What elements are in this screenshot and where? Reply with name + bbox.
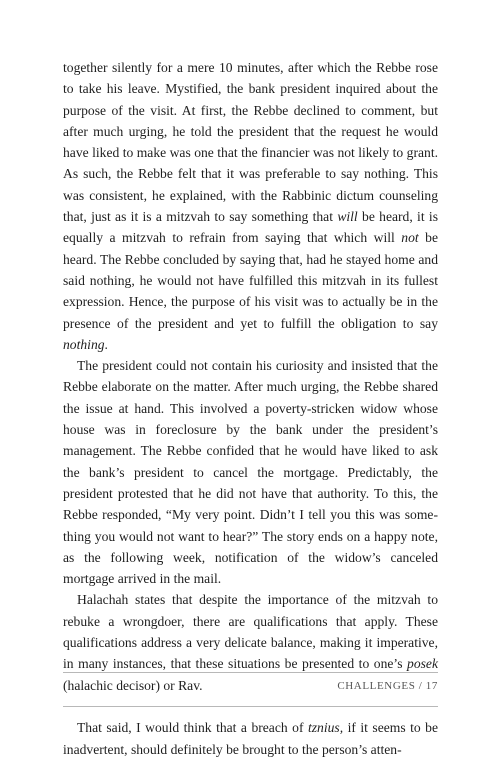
text-run: Halachah states that despite the importance of the mitzvah to rebuke a wrongdoer, there are qualifications that apply. These qualifications address a very delicate balance, making it imperative, in many instances, that these situations be presented to one’s — [63, 592, 438, 672]
footer-rule-top — [63, 672, 438, 673]
italic-text: not — [401, 230, 419, 246]
text-run: The president could not contain his curiosity and insisted that the Rebbe elaborate on the matter. After much urging, the Rebbe shared the issue at hand. This involved a poverty-stricken widow whose house was in foreclosure by the bank under the president’s management. The Rebbe confided that he would have liked to ask the bank’s president to cancel the mortgage. Predictably, the president protested that he did not have that authority. To this, the Rebbe responded, “My very point. Didn’t I tell you this was something you would not want to hear?” The story ends on a happy note, as the following week, notification of the widow’s canceled mortgage arrived in the mail. — [63, 358, 438, 587]
text-run: be heard. The Rebbe concluded by saying that, had he stayed home and said nothing, he would not have fulfilled this mitzvah in its fullest expression. Hence, the purpose of his visit was to actually be in the presence of the president and yet to fulfill the obligation to say — [63, 230, 439, 331]
italic-text: will — [337, 209, 358, 225]
text-run: be heard, it is equally a mitzvah to refrain from saying that which will — [63, 209, 438, 246]
text-run: . — [104, 336, 108, 352]
text-run: if it seems to be inadvertent, should definitely be brought to the person’s atten- — [63, 720, 438, 757]
paragraph — [63, 355, 438, 589]
italic-text: nothing — [63, 336, 105, 352]
running-footer: CHALLENGES / 17 — [337, 680, 438, 692]
paragraph — [63, 57, 438, 355]
text-run: together silently for a mere 10 minutes, after which the Rebbe rose to take his leave. Mystified, the bank president inquired about the purpose of the visit. At first, the Rebbe declined to comment, but after much urging, he told the president that the request he would have liked to make was one that the financier was not likely to grant. As such, the Rebbe felt that it was preferable to say nothing. This was consistent, he explained, with the Rabbinic dictum counseling that, just as it is a mitzvah to say something that — [63, 60, 438, 225]
italic-text: tznius, — [307, 720, 344, 736]
paragraph — [63, 717, 438, 760]
italic-text: posek — [407, 656, 438, 672]
text-run: That said, I would think that a breach of — [77, 720, 308, 736]
body-text — [63, 57, 438, 760]
footer-rule-bottom — [63, 706, 438, 707]
text-run: (halachic decisor) or Rav. — [63, 677, 203, 693]
